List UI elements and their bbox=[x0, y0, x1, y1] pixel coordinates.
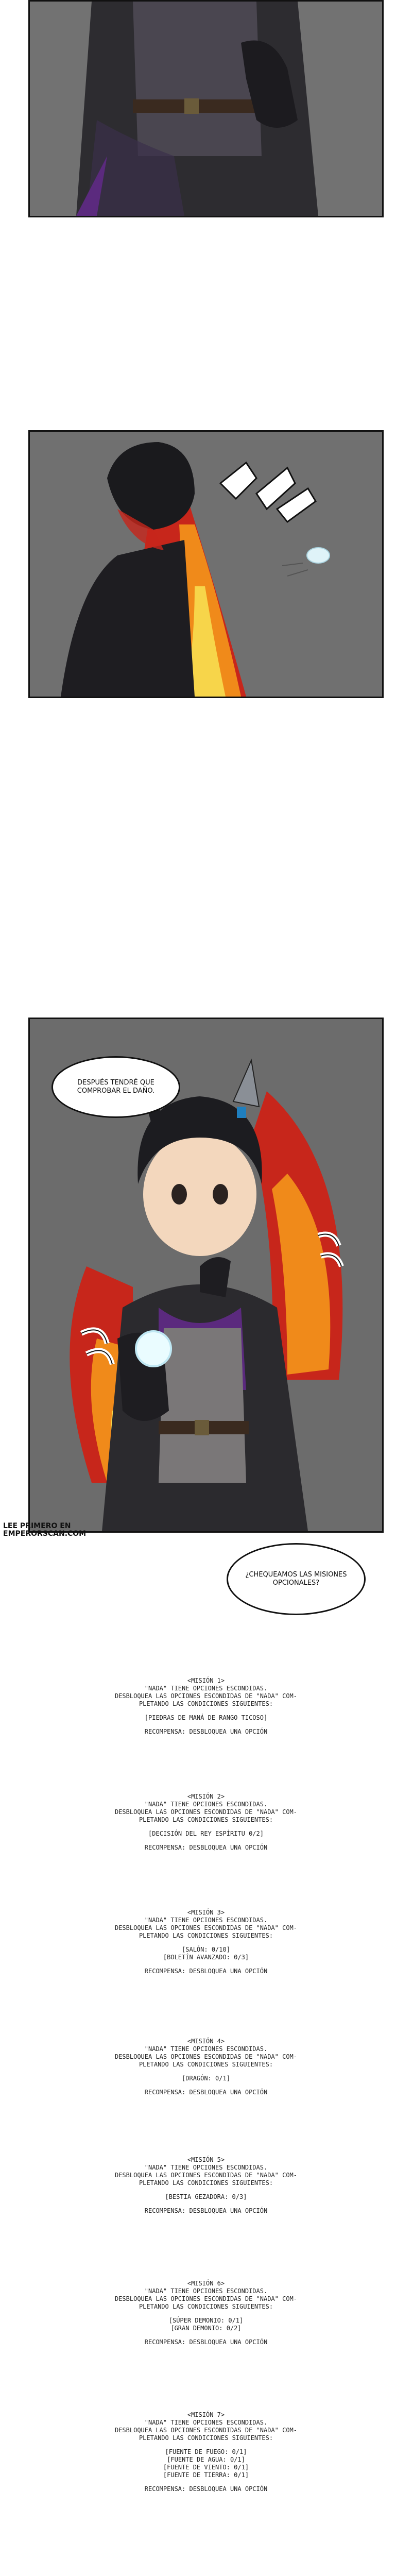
mission-intro-line: "NADA" TIENE OPCIONES ESCONDIDAS. bbox=[144, 1801, 268, 1808]
mission-reward: RECOMPENSA: DESBLOQUEA UNA OPCIÓN bbox=[144, 2338, 268, 2346]
mission-condition: [SÚPER DEMONIO: 0/1] bbox=[168, 2317, 244, 2324]
mission-block bbox=[72, 2280, 340, 2346]
mission-intro-line: PLETANDO LAS CONDICIONES SIGUIENTES: bbox=[139, 2303, 273, 2310]
mission-intro-line: DESBLOQUEA LAS OPCIONES ESCONDIDAS DE "NADA" COM- bbox=[114, 1924, 297, 1931]
mission-header: <MISIÓN 3> bbox=[187, 1909, 225, 1916]
mission-reward: RECOMPENSA: DESBLOQUEA UNA OPCIÓN bbox=[144, 2485, 268, 2493]
mission-intro-line: "NADA" TIENE OPCIONES ESCONDIDAS. bbox=[144, 2419, 268, 2426]
comic-panel-1 bbox=[28, 0, 384, 217]
scanlator-watermark: LEE PRIMERO EN EMPERORSCAN.COM bbox=[3, 1522, 87, 1538]
mission-intro-line: "NADA" TIENE OPCIONES ESCONDIDAS. bbox=[144, 1917, 268, 1924]
mission-condition: [BESTIA GEZADORA: 0/3] bbox=[165, 2193, 247, 2200]
mission-header: <MISIÓN 5> bbox=[187, 2156, 225, 2163]
mission-block bbox=[72, 1677, 340, 1736]
mission-reward: RECOMPENSA: DESBLOQUEA UNA OPCIÓN bbox=[144, 1844, 268, 1851]
mission-condition: [FUENTE DE TIERRA: 0/1] bbox=[163, 2471, 249, 2479]
mission-block bbox=[72, 2156, 340, 2215]
mission-intro-line: PLETANDO LAS CONDICIONES SIGUIENTES: bbox=[139, 1700, 273, 1707]
mission-header: <MISIÓN 6> bbox=[187, 2280, 225, 2287]
mission-block bbox=[72, 2038, 340, 2096]
speech-bubble-damage: DESPUÉS TENDRÉ QUE COMPROBAR EL DAÑO. bbox=[51, 1056, 180, 1118]
mission-condition: [GRAN DEMONIO: 0/2] bbox=[170, 2325, 242, 2332]
mission-intro-line: DESBLOQUEA LAS OPCIONES ESCONDIDAS DE "NADA" COM- bbox=[114, 2295, 297, 2302]
mission-header: <MISIÓN 7> bbox=[187, 2411, 225, 2418]
mission-condition: [BOLETÍN AVANZADO: 0/3] bbox=[163, 1954, 249, 1961]
mission-intro-line: "NADA" TIENE OPCIONES ESCONDIDAS. bbox=[144, 2045, 268, 2053]
mission-intro-line: DESBLOQUEA LAS OPCIONES ESCONDIDAS DE "NADA" COM- bbox=[114, 1692, 297, 1700]
mission-condition: [FUENTE DE VIENTO: 0/1] bbox=[163, 2464, 249, 2471]
mission-reward: RECOMPENSA: DESBLOQUEA UNA OPCIÓN bbox=[144, 2207, 268, 2214]
mission-intro-line: "NADA" TIENE OPCIONES ESCONDIDAS. bbox=[144, 1685, 268, 1692]
mission-reward: RECOMPENSA: DESBLOQUEA UNA OPCIÓN bbox=[144, 1968, 268, 1975]
mission-intro-line: PLETANDO LAS CONDICIONES SIGUIENTES: bbox=[139, 2179, 273, 2187]
mission-intro-line: PLETANDO LAS CONDICIONES SIGUIENTES: bbox=[139, 1816, 273, 1823]
mission-condition: [DRAGÓN: 0/1] bbox=[182, 2075, 230, 2082]
comic-panel-2 bbox=[28, 430, 384, 698]
mission-condition: [DECISIÓN DEL REY ESPÍRITU 0/2] bbox=[148, 1830, 264, 1837]
mission-intro-line: PLETANDO LAS CONDICIONES SIGUIENTES: bbox=[139, 2434, 273, 2442]
mission-condition: [FUENTE DE FUEGO: 0/1] bbox=[165, 2448, 247, 2455]
mission-intro-line: "NADA" TIENE OPCIONES ESCONDIDAS. bbox=[144, 2287, 268, 2295]
mission-condition: [PIEDRAS DE MANÁ DE RANGO TICOSO] bbox=[144, 1714, 268, 1721]
mission-intro-line: DESBLOQUEA LAS OPCIONES ESCONDIDAS DE "NADA" COM- bbox=[114, 2053, 297, 2060]
mission-intro-line: PLETANDO LAS CONDICIONES SIGUIENTES: bbox=[139, 1932, 273, 1939]
panel-2-art bbox=[30, 432, 382, 697]
mission-reward: RECOMPENSA: DESBLOQUEA UNA OPCIÓN bbox=[144, 2089, 268, 2096]
mission-intro-line: DESBLOQUEA LAS OPCIONES ESCONDIDAS DE "NADA" COM- bbox=[114, 1808, 297, 1816]
mission-header: <MISIÓN 2> bbox=[187, 1793, 225, 1800]
mission-reward: RECOMPENSA: DESBLOQUEA UNA OPCIÓN bbox=[144, 1728, 268, 1735]
mission-condition: [FUENTE DE AGUA: 0/1] bbox=[167, 2456, 245, 2463]
mission-block bbox=[72, 2411, 340, 2493]
mission-intro-line: "NADA" TIENE OPCIONES ESCONDIDAS. bbox=[144, 2164, 268, 2171]
panel-1-art bbox=[30, 2, 382, 216]
speech-bubble-optional-missions: ¿CHEQUEAMOS LAS MISIONES OPCIONALES? bbox=[227, 1543, 366, 1615]
mission-condition: [SALÓN: 0/10] bbox=[182, 1946, 230, 1953]
mission-intro-line: DESBLOQUEA LAS OPCIONES ESCONDIDAS DE "NADA" COM- bbox=[114, 2427, 297, 2434]
mission-intro-line: DESBLOQUEA LAS OPCIONES ESCONDIDAS DE "NADA" COM- bbox=[114, 2172, 297, 2179]
mission-intro-line: PLETANDO LAS CONDICIONES SIGUIENTES: bbox=[139, 2061, 273, 2068]
mission-block bbox=[72, 1793, 340, 1852]
mission-block bbox=[72, 1909, 340, 1975]
mission-header: <MISIÓN 1> bbox=[187, 1677, 225, 1684]
mission-header: <MISIÓN 4> bbox=[187, 2038, 225, 2045]
